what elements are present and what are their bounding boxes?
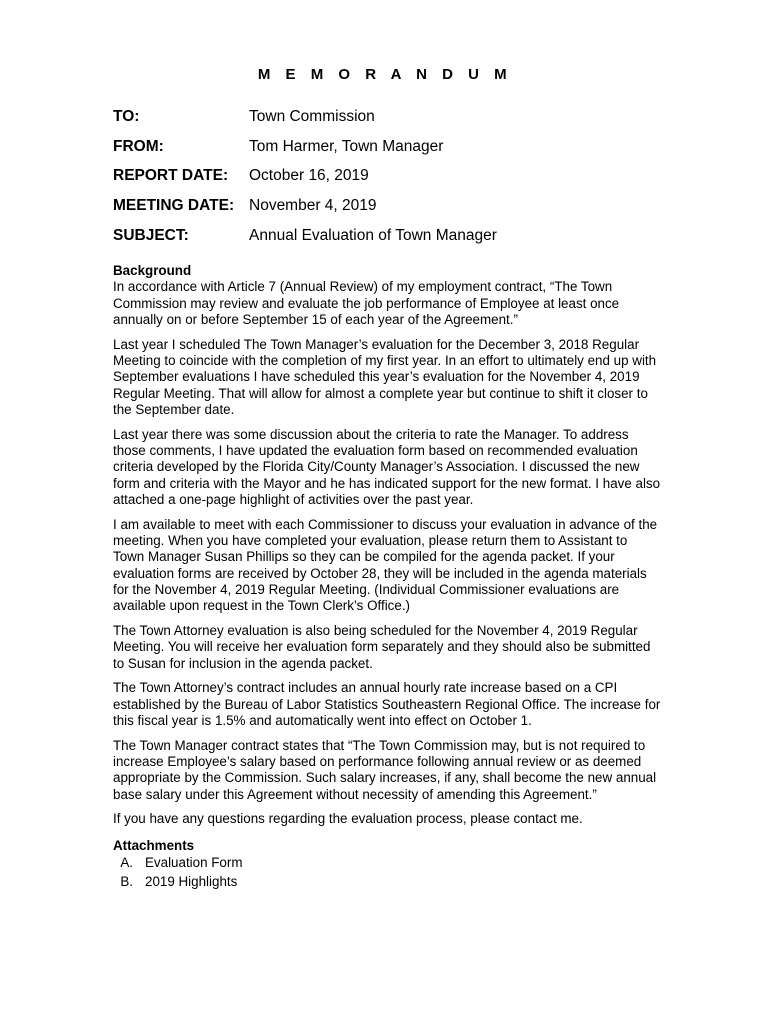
header-row-to <box>113 108 673 138</box>
header-value: Town Commission <box>249 108 375 125</box>
attachment-text: 2019 Highlights <box>145 873 238 889</box>
header-label: TO: <box>113 108 140 125</box>
memo-header <box>113 108 673 256</box>
header-row-subject <box>113 227 673 257</box>
paragraph: The Town Attorney evaluation is also being scheduled for the November 4, 2019 Regular Meeting. You will receive her evaluation form separately and they should also be submitted to Susan for inclusion in the agenda packet. <box>113 622 651 671</box>
header-value: November 4, 2019 <box>249 197 377 215</box>
header-value: Annual Evaluation of Town Manager <box>249 226 497 244</box>
header-row-report-date <box>113 167 673 197</box>
paragraph: Last year I scheduled The Town Manager’s evaluation for the December 3, 2018 Regular Meeting to coincide with the completion of my first year. In an effort to ultimately end up with September evaluations I have scheduled this year’s evaluation for the November 4, 2019 Regular Meeting. That will allow for almost a complete year but continue to shift it closer to the September date. <box>113 336 657 417</box>
paragraph: The Town Attorney’s contract includes an annual hourly rate increase based on a CPI established by the Bureau of Labor Statistics Southeastern Regional Office. The increase for this fiscal year is 1.5% and automatically went into effect on October 1. <box>113 680 661 728</box>
header-label: SUBJECT: <box>113 226 189 244</box>
memo-body <box>113 263 661 891</box>
paragraph: The Town Manager contract states that “The Town Commission may, but is not required to increase Employee’s salary based on performance following annual review or as deemed appropriate by the Commission. Such salary increases, if any, shall become the new annual base salary under this Agreement without necessity of amending this Agreement.” <box>113 737 657 802</box>
header-label: MEETING DATE: <box>113 197 235 215</box>
paragraph: In accordance with Article 7 (Annual Review) of my employment contract, “The Town Commission may review and evaluate the job performance of Employee at least once annually on or before September 15 of each year of the Agreement.” <box>113 279 620 327</box>
header-label: FROM: <box>113 137 164 155</box>
attachments-list <box>113 854 661 891</box>
attachment-letter: A. <box>120 855 133 870</box>
attachments-heading: Attachments <box>113 837 195 853</box>
header-row-from <box>113 138 673 168</box>
attachment-item <box>113 854 661 873</box>
header-value: Tom Harmer, Town Manager <box>249 137 444 155</box>
memo-title: M E M O R A N D U M <box>257 66 513 83</box>
attachment-letter: B. <box>120 873 133 889</box>
background-heading: Background <box>113 263 192 278</box>
header-label: REPORT DATE: <box>113 167 229 185</box>
attachment-text: Evaluation Form <box>145 855 243 870</box>
attachment-item <box>113 873 661 892</box>
paragraph: If you have any questions regarding the evaluation process, please contact me. <box>113 811 583 827</box>
paragraph: I am available to meet with each Commissioner to discuss your evaluation in advance of the meeting. When you have completed your evaluation, please return them to Assistant to Town Manager Susan Phillips so they can be compiled for the agenda packet. If your evaluation forms are received by October 28, they will be included in the agenda materials for the November 4, 2019 Regular Meeting. (Individual Commissioner evaluations are available upon request in the Town Clerk’s Office.) <box>113 516 658 614</box>
attachments-section <box>113 838 661 891</box>
header-row-meeting-date <box>113 197 673 227</box>
header-value: October 16, 2019 <box>249 167 369 185</box>
paragraph: Last year there was some discussion about the criteria to rate the Manager. To address those comments, I have updated the evaluation form based on recommended evaluation criteria developed by the Florida City/County Manager’s Association. I discussed the new form and criteria with the Mayor and he has indicated support for the new format. I have also attached a one-page highlight of activities over the past year. <box>113 426 661 507</box>
